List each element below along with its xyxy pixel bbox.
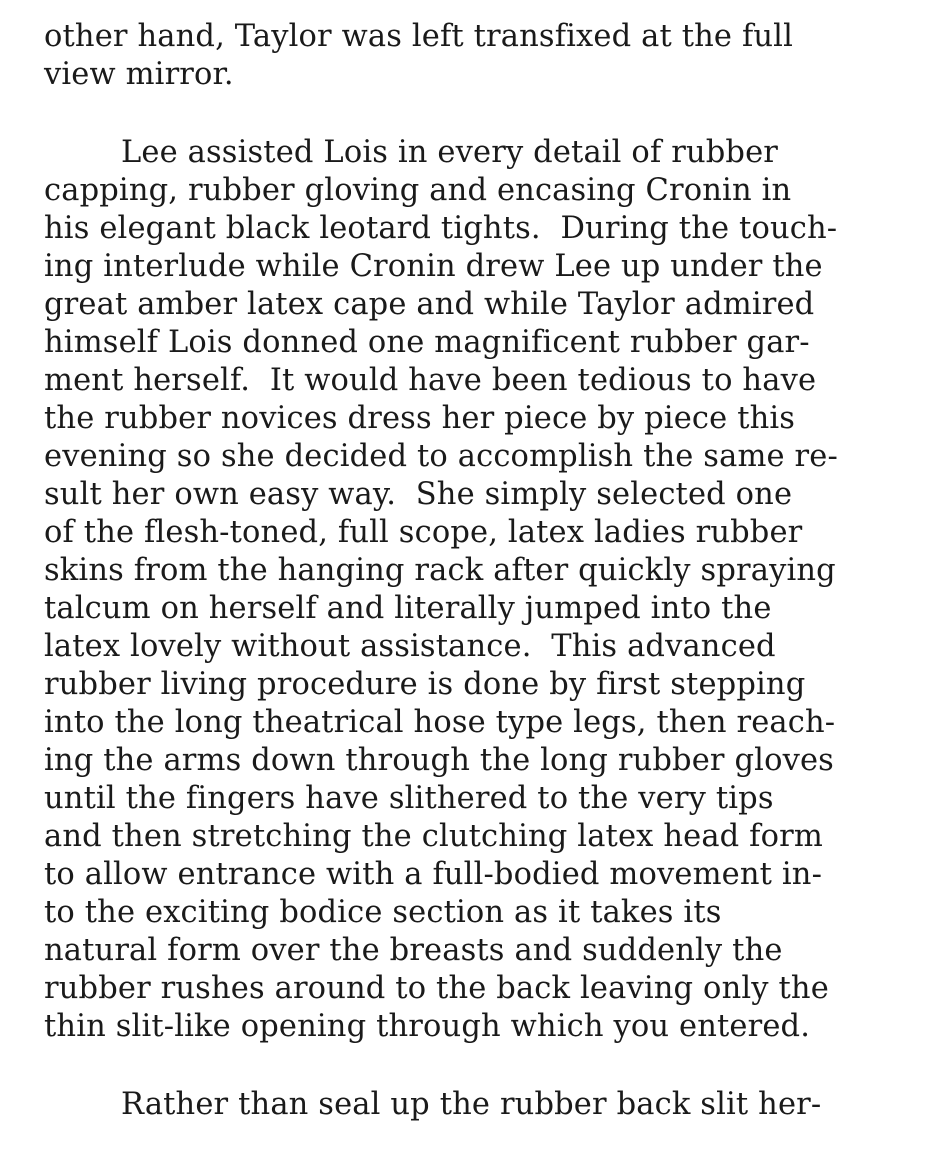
text-line: sult her own easy way. She simply selected one (44, 477, 793, 512)
text-line: ing the arms down through the long rubber gloves (44, 743, 834, 778)
text-line: himself Lois donned one magnificent rubber gar- (44, 325, 810, 360)
text-line: rubber living procedure is done by first stepping (44, 667, 806, 702)
text-line: view mirror. (44, 57, 234, 92)
text-line: of the flesh-toned, full scope, latex ladies rubber (44, 515, 803, 550)
text-line: and then stretching the clutching latex head form (44, 819, 823, 854)
text-line: other hand, Taylor was left transfixed at the full (44, 19, 793, 54)
text-line: capping, rubber gloving and encasing Cronin in (44, 173, 792, 208)
text-line: thin slit-like opening through which you entered. (44, 1009, 811, 1044)
text-line: to the exciting bodice section as it takes its (44, 895, 722, 930)
text-line: his elegant black leotard tights. During the touch- (44, 211, 838, 246)
text-line: natural form over the breasts and suddenly the (44, 933, 783, 968)
paragraph-first-line: Lee assisted Lois in every detail of rubber (121, 135, 779, 170)
text-line: skins from the hanging rack after quickly spraying (44, 553, 836, 588)
text-line: to allow entrance with a full-bodied movement in- (44, 857, 823, 892)
paragraph-first-line: Rather than seal up the rubber back slit her- (121, 1087, 822, 1122)
text-line: great amber latex cape and while Taylor admired (44, 287, 815, 322)
text-line: rubber rushes around to the back leaving only the (44, 971, 829, 1006)
text-line: evening so she decided to accomplish the same re- (44, 439, 838, 474)
text-line: ing interlude while Cronin drew Lee up under the (44, 249, 823, 284)
text-line: until the fingers have slithered to the very tips (44, 781, 774, 816)
text-line: latex lovely without assistance. This advanced (44, 629, 776, 664)
text-line: the rubber novices dress her piece by piece this (44, 401, 796, 436)
text-line: into the long theatrical hose type legs, then reach- (44, 705, 836, 740)
text-line: talcum on herself and literally jumped into the (44, 591, 772, 626)
text-line: ment herself. It would have been tedious to have (44, 363, 817, 398)
